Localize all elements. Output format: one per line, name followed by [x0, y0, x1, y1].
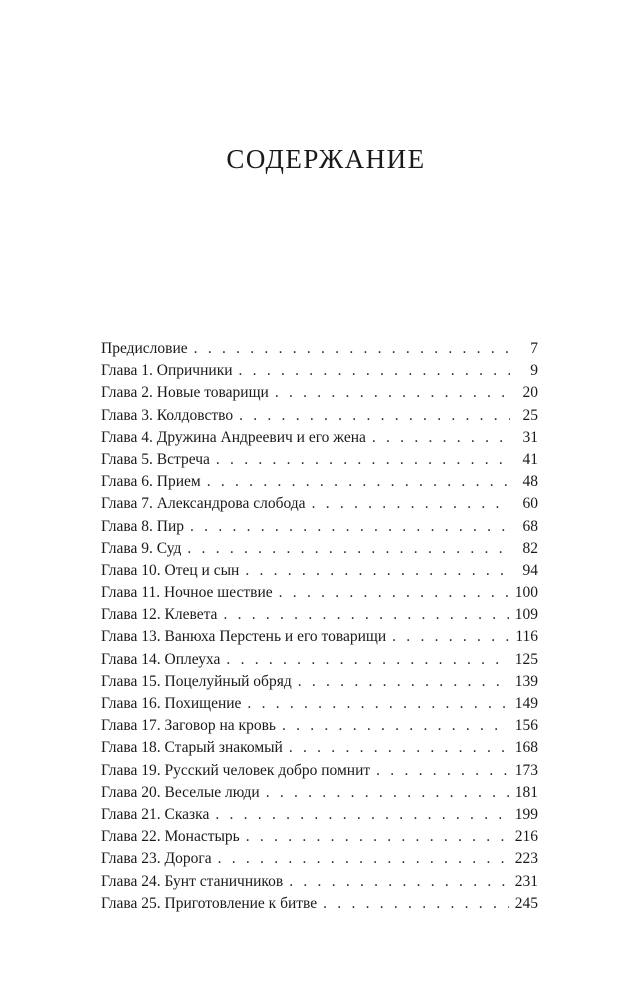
toc-entry-title: Глава 6. Прием [101, 473, 201, 491]
toc-entry [101, 737, 538, 759]
toc-entry-page-number: 216 [514, 828, 538, 846]
dot-leader [194, 338, 510, 360]
toc-entry [101, 649, 538, 671]
toc-entry-title: Глава 25. Приготовление к битве [101, 894, 318, 912]
toc-entry [101, 471, 538, 493]
toc-entry-title: Глава 3. Колдовство [101, 406, 234, 424]
dot-leader [392, 626, 509, 648]
toc-entry [101, 693, 538, 715]
toc-entry-page-number: 139 [514, 672, 538, 690]
page-title: СОДЕРЖАНИЕ [226, 144, 426, 175]
dot-leader [239, 360, 510, 382]
toc-entry-page-number: 181 [514, 783, 538, 801]
dot-leader [298, 671, 509, 693]
toc-entry-page-number: 94 [522, 561, 538, 579]
toc-entry-page-number: 100 [514, 584, 538, 602]
toc-entry-page-number: 109 [514, 606, 538, 624]
toc-entry [101, 626, 538, 648]
toc-entry-page-number: 31 [522, 428, 538, 446]
toc-entry [101, 516, 538, 538]
toc-entry-title: Глава 4. Дружина Андреевич и его жена [101, 428, 366, 446]
dot-leader [323, 893, 509, 915]
toc-entry [101, 715, 538, 737]
toc-entry [101, 427, 538, 449]
toc-entry-title: Глава 16. Похищение [101, 695, 242, 712]
toc-entry [101, 493, 538, 515]
toc-entry-page-number: 149 [514, 695, 538, 712]
toc-entry [101, 893, 538, 915]
toc-entry-page-number: 9 [530, 362, 538, 380]
dot-leader [216, 449, 510, 471]
toc-entry-title: Глава 2. Новые товарищи [101, 384, 269, 402]
dot-leader [218, 848, 509, 870]
toc-entry-title: Глава 11. Ночное шествие [101, 584, 273, 602]
dot-leader [226, 649, 508, 671]
toc-entry [101, 582, 538, 604]
toc-entry-title: Глава 19. Русский человек добро помнит [101, 761, 371, 779]
dot-leader [247, 693, 508, 715]
dot-leader [246, 826, 509, 848]
dot-leader [223, 604, 508, 626]
dot-leader [279, 582, 509, 604]
toc-entry-title: Глава 1. Опричники [101, 362, 233, 380]
toc-entry-page-number: 41 [522, 450, 538, 468]
toc-entry [101, 826, 538, 848]
toc-entry-title: Глава 22. Монастырь [101, 828, 240, 846]
toc-entry-page-number: 20 [522, 384, 538, 402]
dot-leader [245, 560, 510, 582]
toc-entry [101, 538, 538, 560]
toc-entry-page-number: 82 [522, 539, 538, 557]
toc-entry-page-number: 48 [522, 473, 538, 491]
toc-entry [101, 760, 538, 782]
toc-entry [101, 382, 538, 404]
toc-entry-page-number: 116 [515, 628, 538, 646]
toc-entry [101, 848, 538, 870]
toc-entry-page-number: 199 [514, 805, 538, 823]
toc-entry-page-number: 231 [514, 872, 538, 890]
toc-entry-title: Глава 12. Клевета [101, 606, 218, 624]
toc-entry-title: Глава 10. Отец и сын [101, 561, 240, 579]
toc-entry-title: Глава 18. Старый знакомый [101, 739, 283, 757]
toc-entry-page-number: 125 [514, 650, 538, 668]
toc-entry [101, 671, 538, 693]
dot-leader [289, 871, 509, 893]
toc-entry [101, 604, 538, 626]
toc-entry-title: Предисловие [101, 340, 188, 357]
dot-leader [289, 737, 509, 759]
dot-leader [282, 715, 509, 737]
dot-leader [239, 405, 510, 427]
toc-entry-title: Глава 14. Оплеуха [101, 650, 221, 668]
toc-entry-page-number: 7 [530, 340, 538, 357]
dot-leader [312, 493, 510, 515]
toc-entry-page-number: 173 [514, 761, 538, 779]
toc-entry-page-number: 25 [522, 406, 538, 424]
toc-entry-page-number: 245 [514, 894, 538, 912]
toc-entry-page-number: 60 [522, 495, 538, 513]
toc-entry [101, 360, 538, 382]
toc-entry-title: Глава 13. Ванюха Перстень и его товарищи [101, 628, 387, 646]
toc-entry-title: Глава 21. Сказка [101, 805, 210, 823]
toc-entry [101, 449, 538, 471]
toc-entry-page-number: 168 [514, 739, 538, 757]
toc-entry [101, 782, 538, 804]
dot-leader [275, 382, 510, 404]
toc-entry [101, 338, 538, 360]
toc-entry [101, 871, 538, 893]
toc-entry [101, 804, 538, 826]
dot-leader [376, 760, 509, 782]
toc-entry-page-number: 156 [514, 717, 538, 735]
toc-entry-page-number: 223 [514, 850, 538, 868]
toc-entry-title: Глава 9. Суд [101, 539, 182, 557]
dot-leader [372, 427, 510, 449]
dot-leader [215, 804, 508, 826]
table-of-contents [101, 338, 538, 915]
toc-entry-title: Глава 5. Встреча [101, 450, 210, 468]
dot-leader [266, 782, 509, 804]
dot-leader [190, 516, 510, 538]
toc-entry-title: Глава 8. Пир [101, 517, 185, 535]
toc-entry-title: Глава 20. Веселые люди [101, 783, 260, 801]
toc-entry-title: Глава 15. Поцелуйный обряд [101, 672, 292, 690]
toc-entry-title: Глава 7. Александрова слобода [101, 495, 306, 513]
toc-entry [101, 405, 538, 427]
toc-entry-title: Глава 23. Дорога [101, 850, 212, 868]
toc-entry-title: Глава 24. Бунт станичников [101, 872, 284, 890]
toc-entry-title: Глава 17. Заговор на кровь [101, 717, 276, 735]
dot-leader [207, 471, 510, 493]
toc-entry [101, 560, 538, 582]
toc-entry-page-number: 68 [522, 517, 538, 535]
dot-leader [187, 538, 510, 560]
